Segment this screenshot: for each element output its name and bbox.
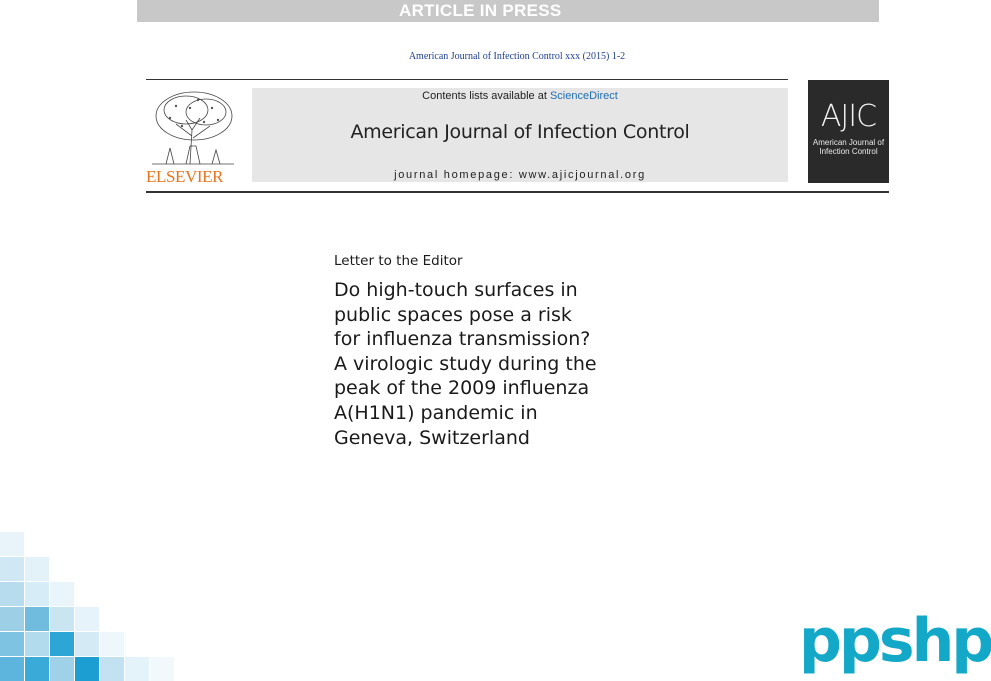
title-line: for influenza transmission?: [334, 328, 591, 351]
ajic-logo-mark: AJIC: [820, 99, 877, 134]
masthead-bottom-rule: [146, 191, 889, 193]
title-line: peak of the 2009 influenza: [334, 377, 590, 400]
ppshp-brand-logo: ppshp: [799, 606, 991, 676]
masthead-top-rule: [146, 79, 788, 80]
title-line: Do high-touch surfaces in: [334, 279, 578, 301]
elsevier-logo-text: ELSEVIER: [146, 167, 224, 186]
journal-citation-text: American Journal of Infection Control xxx (2015) 1-2: [408, 51, 626, 62]
title-line: Geneva, Switzerland: [334, 426, 530, 449]
article-in-press-label: ARTICLE IN PRESS: [399, 1, 562, 20]
mosaic-tiles: [0, 532, 174, 681]
decorative-tile-mosaic: [0, 532, 180, 681]
article-section-label: Letter to the Editor: [334, 253, 463, 269]
title-line: A(H1N1) pandemic in: [334, 401, 538, 424]
contents-availability: [252, 90, 788, 102]
article-title: [334, 278, 634, 450]
title-line: public spaces pose a risk: [334, 303, 572, 326]
sciencedirect-link[interactable]: ScienceDirect: [549, 90, 618, 102]
journal-masthead: [252, 88, 788, 182]
journal-name: American Journal of Infection Control: [350, 121, 690, 143]
article-in-press-banner: [137, 0, 879, 22]
ajic-logo-subtitle: American Journal of Infection Control: [812, 138, 885, 156]
title-line: A virologic study during the: [334, 352, 597, 375]
ajic-journal-logo: [808, 80, 889, 183]
journal-homepage[interactable]: journal homepage: www.ajicjournal.org: [394, 169, 646, 181]
elsevier-tree-icon: [146, 86, 236, 166]
journal-citation: [0, 51, 960, 62]
contents-prefix: Contents lists available at: [422, 90, 550, 102]
